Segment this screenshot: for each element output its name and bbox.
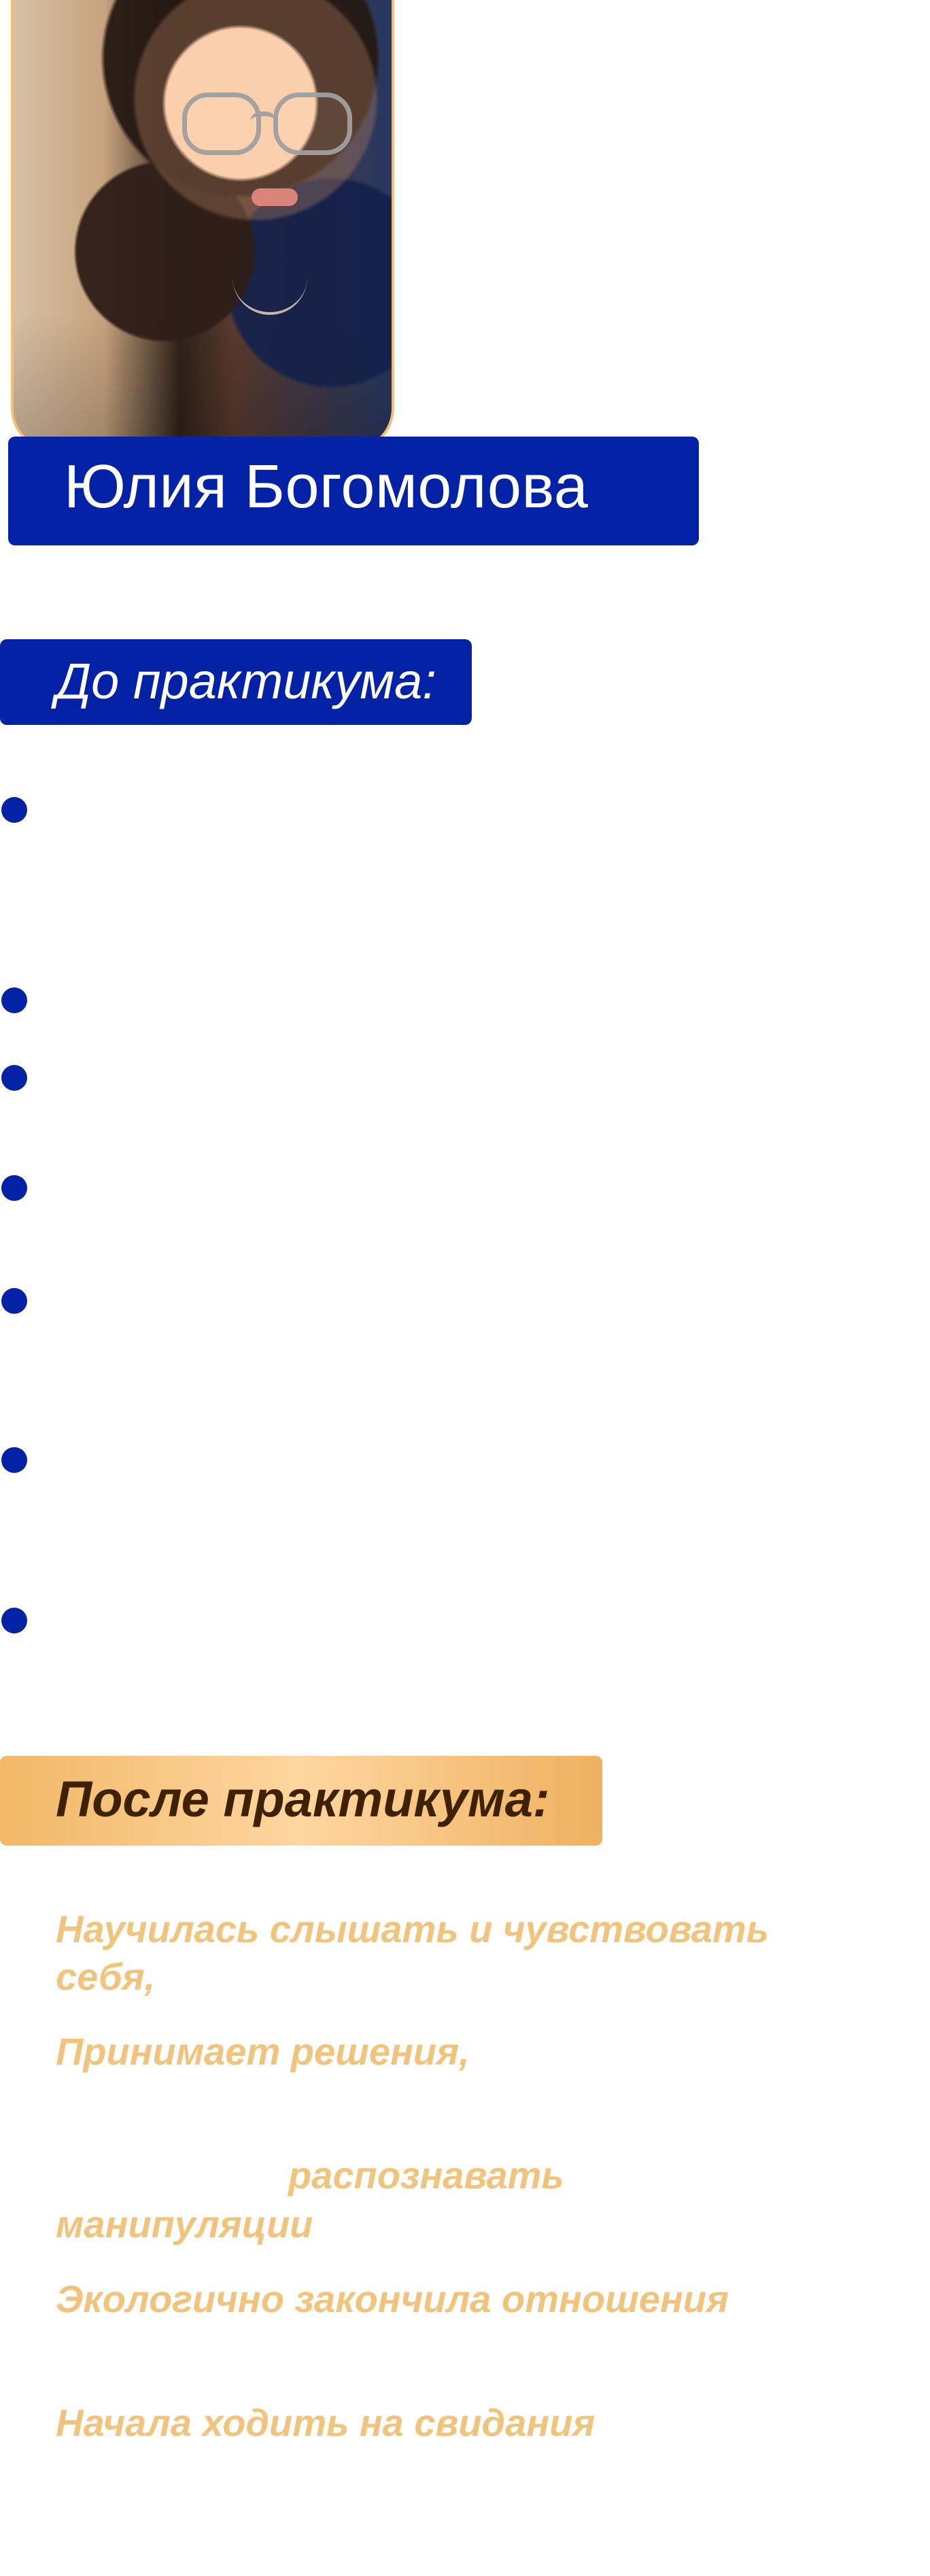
bullet-icon [1, 1065, 27, 1091]
before-badge [0, 639, 472, 725]
bullet-icon [1, 1175, 27, 1201]
after-item-5: Начала ходить на свидания [56, 2401, 596, 2444]
bullet-icon [1, 987, 27, 1013]
bullet-icon [1, 1447, 27, 1473]
after-item-1: Научилась слышать и чувствовать себя, [56, 1908, 769, 1998]
glasses-icon [182, 84, 352, 160]
name-banner [8, 437, 699, 545]
after-badge [0, 1756, 602, 1846]
after-item-4: Экологично закончила отношения [56, 2277, 729, 2320]
bullet-icon [1, 797, 27, 823]
after-label: После практикума: [56, 1771, 550, 1827]
lips-shape [252, 188, 298, 206]
profile-photo [11, 0, 394, 452]
bullet-icon [1, 1608, 27, 1633]
bullet-icon [1, 1288, 27, 1314]
profile-name: Юлия Богомолова [64, 453, 589, 521]
after-item-2: Принимает решения, [56, 2030, 470, 2073]
after-item-3b: манипуляции [56, 2203, 313, 2245]
glasses-bridge [250, 112, 276, 122]
before-label: До практикума: [56, 653, 436, 709]
glasses-lens-left [182, 92, 261, 155]
portrait-image [14, 0, 392, 449]
glasses-lens-right [273, 92, 352, 155]
after-item-3a: распознавать [288, 2154, 564, 2197]
